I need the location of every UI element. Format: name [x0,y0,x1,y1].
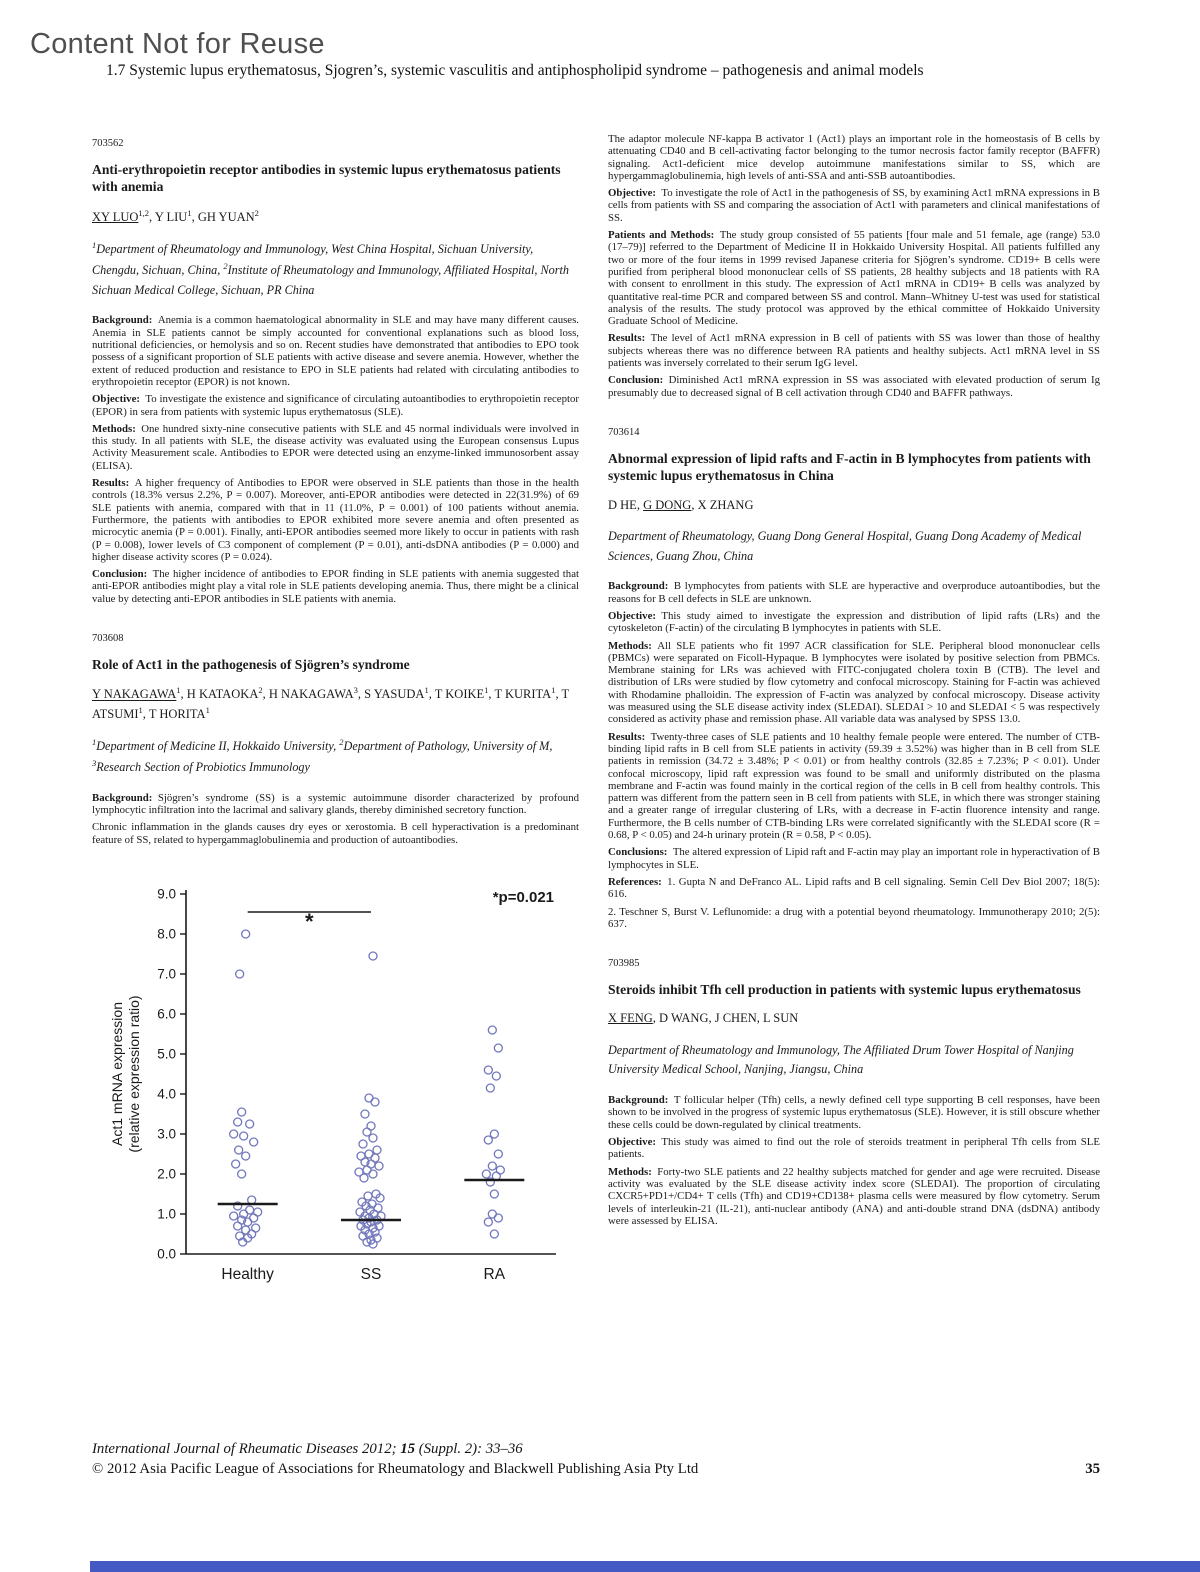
data-point [373,1146,381,1154]
data-point [360,1174,368,1182]
y-tick-label: 6.0 [157,1006,176,1022]
abstract-authors [608,1009,1100,1027]
data-point [488,1026,496,1034]
data-point [484,1218,492,1226]
paragraph-label: Background: [92,791,153,804]
paragraph-label: Results: [608,730,646,743]
y-tick-label: 2.0 [157,1166,176,1182]
data-point [240,1132,248,1140]
author-name: , T HORITA [142,706,206,721]
paragraph: Results: The level of Act1 mRNA expression in B cell of patients with SS was lower than those of healthy subjects whereas there was no difference between RA patients and healthy subjects. Act1 mRNA level in SS patients was inversely correlated to their serum IgG level. [608,332,1100,370]
citation-journal: International Journal of Rheumatic Diseases 2012; [92,1441,401,1457]
paragraph: Methods: One hundred sixty-nine consecutive patients with SLE and 45 normal individuals were involved in this study. In all patients with SLE, the disease activity was evaluated using the European consensus Lupus Activity Measurement scale. Antibodies to EPOR were detected using an enzyme-linked immunosorbent assay (ELISA). [92,422,579,472]
author-name: , T ATSUMI [92,687,569,721]
author-superscript: 1 [551,685,556,696]
paragraph-label: Results: [608,332,646,345]
author-name: X FENG [608,1011,653,1026]
author-superscript: 1 [187,207,192,218]
paragraph-label: Objective: [608,187,656,200]
bottom-blue-bar [90,1561,1200,1572]
author-name: , D WANG, J CHEN, L SUN [652,1011,799,1026]
author-name: G DONG [643,497,692,512]
abstract-id: 703985 [608,958,640,970]
author-superscript: 2 [258,685,263,696]
y-tick-label: 7.0 [157,966,176,982]
data-point [484,1136,492,1144]
abstract-703985 [608,958,1100,1227]
paragraph-label: Conclusion: [92,568,148,581]
paragraph-label: Objective: [92,393,140,406]
abstract-703608-continuation [608,133,1100,399]
paragraph-label: Objective: [608,609,656,622]
author-name: XY LUO [92,209,139,224]
y-tick-label: 8.0 [157,926,176,942]
author-superscript: 2 [254,207,259,218]
abstract-title: Abnormal expression of lipid rafts and F-actin in B lymphocytes from patients with systemic lupus erythematosus in China [608,450,1091,484]
author-name: , H KATAOKA [180,687,259,702]
paragraph-label: Background: [92,314,153,327]
paragraph-label: Results: [92,477,130,490]
affiliation-text: Department of Rheumatology and Immunology, The Affiliated Drum Tower Hospital of Nanjing University Medical School, Nanjing, Jiangsu, China [608,1042,1074,1077]
data-point [250,1138,258,1146]
abstract-title: Steroids inhibit Tfh cell production in patients with systemic lupus erythematosus [608,982,1081,998]
y-axis-label: Act1 mRNA expression [109,1001,125,1146]
affiliation-superscript: 1 [92,736,97,747]
paragraph: Background: B lymphocytes from patients with SLE are hyperactive and overproduce autoantibodies, but the reasons for B cell defects in SLE are unknown. [608,580,1100,605]
data-point [234,1222,242,1230]
author-superscript: 1,2 [138,207,150,218]
affiliation-text: Department of Rheumatology, Guang Dong General Hospital, Guang Dong Academy of Medical Sciences, Guang Zhou, China [608,528,1082,563]
paragraph-label: Methods: [92,422,136,435]
significance-asterisk: * [305,908,314,934]
abstract-affiliations [608,1041,1100,1081]
p-value-annotation: *p=0.021 [492,888,554,906]
affiliation-text: Research Section of Probiotics Immunology [96,759,310,774]
paragraph-label: Methods: [608,1165,652,1178]
author-superscript: 3 [353,685,358,696]
citation-volume: 15 [400,1441,416,1457]
section-header: 1.7 Systemic lupus erythematosus, Sjogren’s, systemic vasculitis and antiphospholipid syndrome – pathogenesis and animal models [106,62,924,79]
abstract-body [608,1094,1100,1227]
data-point [488,1162,496,1170]
abstract-body [608,133,1100,399]
paragraph: Background: Anemia is a common haematological abnormality in SLE and may have many different causes. Anemia in SLE patients cannot be simply accounted for conventional explanations such as blood loss, nutritional deficiencies, or hemolysis and so on. Recent studies have demonstrated that antibodies to EPO took possess of a significant proportion of SLE patients with active disease and severe anemia. However, whether the extent of reduced production and resistance to EPO in SLE patients had related with circulating antibodies to erythropoietin receptor (EPOR) is not known. [92,314,579,388]
author-name: , S YASUDA [357,687,425,702]
y-tick-label: 5.0 [157,1046,176,1062]
paragraph: Background: T follicular helper (Tfh) cells, a newly defined cell type supporting B cell responses, have been shown to be involved in the progress of systemic lupus erythematosus (SLE). However, it is still obscure whether these cells could be down-regulated by clinical treatments. [608,1094,1100,1131]
affiliation-superscript: 3 [92,757,97,768]
data-point [242,1152,250,1160]
data-point [234,1118,242,1126]
paragraph-label: References: [608,875,662,888]
paragraph-label: Methods: [608,639,652,652]
affiliation-text: Department of Rheumatology and Immunology, West China Hospital, Sichuan University, Chengdu, Sichuan, China, [92,242,534,277]
x-category-label: RA [483,1265,506,1283]
paragraph: Results: Twenty-three cases of SLE patients and 10 healthy female people were entered. The number of CTB-binding lipid rafts in B cell from SLE patients in activity (59.39 ± 3.52%) was higher than in B cell from SLE patients in remission (34.72 ± 3.48%; P < 0.01) or from healthy controls (32.85 ± 7.23%; P < 0.01). Under confocal microscopy, lipid raft expression was found to be small and uniformly distributed on the plasma membrane and F-actin was found mainly in the cortical region of the cells in B cell from healthy controls. This pattern was different from the pattern seen in B cell from patients with SLE, in which there was stronger staining and a greater range of irregular clustering of LRs, with a decrease in F-actin fluorence intensity and range. Furthermore, the B cells number of CTB-binding LRs were correlated significantly with the SLEDAI score (R = 0.68, P < 0.05) and 24-h urinary protein (R = 0.58, P < 0.05). [608,730,1100,842]
paragraph: The adaptor molecule NF-kappa B activator 1 (Act1) plays an important role in the homeostasis of B cells by attenuating CD40 and B cell-activating factor belonging to the tumor necrosis factor family receptor (BAFFR) signaling. Act1-deficient mice develop autoimmune manifestations similar to SS, which are hypergammaglobulinemia, high levels of anti-SSA and anti-SSB autoantibodies. [608,133,1100,182]
copyright-line [92,1461,1100,1478]
data-point [359,1140,367,1148]
data-point [494,1150,502,1158]
x-category-label: SS [360,1265,382,1283]
data-point [238,1108,246,1116]
data-point [494,1214,502,1222]
paragraph: Background: Sjögren’s syndrome (SS) is a systemic autoimmune disorder characterized by profound lymphocytic infiltration into the lacrimal and salivary glands, thereby diminished secretory function. [92,791,579,816]
author-superscript: 1 [484,685,489,696]
paragraph-label: Background: [608,1094,669,1107]
abstract-title: Role of Act1 in the pathogenesis of Sjögren’s syndrome [92,657,410,673]
abstract-body [92,792,579,846]
abstract-703562 [92,138,579,605]
abstract-703614 [608,427,1100,930]
y-tick-label: 0.0 [157,1246,176,1262]
journal-citation [92,1441,1100,1458]
scatter-plot-svg [106,874,568,1302]
page-footer [92,1441,1100,1478]
abstract-authors [92,207,579,226]
page-number: 35 [1085,1461,1100,1477]
paragraph: 2. Teschner S, Burst V. Leflunomide: a drug with a potential beyond rheumatology. Immunotherapy 2010; 2(5): 637. [608,905,1100,930]
abstract-affiliations [608,527,1100,567]
y-tick-label: 3.0 [157,1126,176,1142]
author-name: Y NAKAGAWA [92,687,177,702]
author-name: , H NAKAGAWA [262,687,354,702]
author-name: , X ZHANG [691,497,754,512]
paragraph-label: Objective: [608,1136,656,1149]
act1-mrna-scatter-chart [106,874,579,1307]
paragraph: Objective: This study aimed to investigate the expression and distribution of lipid rafts (LRs) and the cytoskeleton (F-actin) of the circulating B lymphocytes in patients with SLE. [608,609,1100,635]
data-point [369,952,377,960]
right-column [608,133,1100,1255]
paragraph: Patients and Methods: The study group consisted of 55 patients [four male and 51 female, age (range) 53.0 (17–79)] referred to the Department of Medicine II in Hokkaido University Hospital. All patients fulfilled any two or more of the four items in 1999 revised Japanese criteria for Sjögren’s syndrome. CD19+ B cells were purified from peripheral blood mononuclear cells of SS patients, 28 healthy subjects and 18 patients with RA with consent to enrollment in this study. The expression of Act1 mRNA in CD19+ B cells was analyzed by quantitative real-time PCR and compared between SS and control. Mann–Whitney U-test was used for statistical analysis of the results. The study protocol was approved by the ethical committee of Hokkaido University Graduate School of Medicine. [608,229,1100,328]
data-point [484,1066,492,1074]
abstract-affiliations [92,239,579,300]
paragraph: Results: A higher frequency of Antibodies to EPOR were observed in SLE patients than those in the health controls (18.3% versus 2.2%, P = 0.007). Moreover, anti-EPOR antibodies were detected in 22(31.9%) of 69 SLE patients with anemia, compared with that in 11 (11.0%, P = 0.001) of 100 patients without anemia. Furthermore, the patients with antibodies to EPOR exhibited more severe anemia and often presented as microcytic anemia (P = 0.001). Finally, anti-EPOR antibodies seemed more likely to occur in patients with rash (P = 0.008), lower levels of C3 component of complement (P = 0.01), anti-dsDNA antibodies (P = 0.000) and higher disease activity scores (P = 0.024). [92,477,579,563]
y-tick-label: 9.0 [157,886,176,902]
abstract-id: 703608 [92,633,124,645]
y-tick-label: 1.0 [157,1206,176,1222]
y-tick-label: 4.0 [157,1086,176,1102]
abstract-id: 703614 [608,426,640,438]
data-point [375,1162,383,1170]
data-point [490,1230,498,1238]
data-point [236,970,244,978]
affiliation-text: Department of Pathology, University of M, [343,739,553,754]
paragraph: Conclusion: The higher incidence of antibodies to EPOR finding in SLE patients with anemia suggested that anti-EPOR antibodies might play a vital role in SLE patients developing anemia. Thus, there might be a clinical value by detecting anti-EPOR antibodies in SLE patients with anemia. [92,568,579,605]
data-point [230,1212,238,1220]
data-point [242,930,250,938]
citation-pages: (Suppl. 2): 33–36 [415,1441,523,1457]
data-point [482,1170,490,1178]
paragraph: Conclusion: Diminished Act1 mRNA expression in SS was associated with elevated production of serum Ig presumably due to decreased signal of B cell activation through CD40 and BAFFR pathways. [608,374,1100,399]
paragraph-label: Conclusions: [608,846,668,859]
copyright-text: © 2012 Asia Pacific League of Associations for Rheumatology and Blackwell Publishing Asia Pty Ltd [92,1461,699,1477]
watermark-text: Content Not for Reuse [30,28,325,60]
paragraph: Conclusions: The altered expression of Lipid raft and F-actin may play an important role in hyperactivation of B lymphocytes in SLE. [608,846,1100,871]
author-name: , T KURITA [488,687,552,702]
data-point [486,1084,494,1092]
left-column [92,138,579,1307]
affiliation-text: Department of Medicine II, Hokkaido University, [96,739,340,754]
data-point [371,1098,379,1106]
author-superscript: 1 [176,685,181,696]
data-point [494,1044,502,1052]
paragraph: Methods: All SLE patients who fit 1997 ACR classification for SLE. Peripheral blood mononuclear cells (PBMCs) were separated on Ficoll-Hypaque. B lymphocytes were isolated by positive selection from PBMCs. Membrane staining for LRs was achieved with FITC-conjugated cholera toxin B (CTB). The level and distribution of LRs were studied by flow cytometry and confocal microscopy. Staining for F-actin was achieved with Rhodamine phalloidin. The expression of F-actin was analyzed by confocal microscopy. Disease activity was measured using the SLE disease activity index (SLEDAI). SLEDAI > 10 and SLEDAI < 5 was respectively considered as activity phase and remission phase. All variable data was analysed by SPSS 13.0. [608,639,1100,726]
affiliation-superscript: 1 [92,240,97,251]
paragraph-label: Patients and Methods: [608,229,715,242]
paragraph-label: Background: [608,580,669,593]
data-point [492,1072,500,1080]
affiliation-superscript: 2 [339,736,344,747]
author-name: , T KOIKE [428,687,485,702]
affiliation-text: Institute of Rheumatology and Immunology, Affiliated Hospital, North Sichuan Medical College, Sichuan, PR China [92,262,569,297]
abstract-703608 [92,633,579,846]
data-point [230,1130,238,1138]
abstract-affiliations [92,736,579,778]
author-superscript: 1 [138,704,143,715]
data-point [246,1120,254,1128]
author-superscript: 1 [205,704,210,715]
data-point [490,1190,498,1198]
paragraph-label: Conclusion: [608,374,664,387]
data-point [238,1170,246,1178]
author-name: , GH YUAN [191,209,255,224]
author-superscript: 1 [424,685,429,696]
x-category-label: Healthy [221,1265,274,1283]
author-name: D HE, [608,497,644,512]
data-point [369,1170,377,1178]
data-point [369,1134,377,1142]
paragraph: Objective: This study was aimed to find out the role of steroids treatment in peripheral Tfh cells from SLE patients. [608,1136,1100,1161]
abstract-body [92,314,579,605]
abstract-id: 703562 [92,138,124,149]
y-axis-label: (relative expression ratio) [126,995,142,1153]
abstract-body [608,580,1100,930]
data-point [361,1110,369,1118]
affiliation-superscript: 2 [223,260,228,271]
author-name: , Y LIU [149,209,188,224]
abstract-authors [608,496,1100,514]
abstract-authors [92,684,579,723]
abstract-title: Anti-erythropoietin receptor antibodies in systemic lupus erythematosus patients with anemia [92,162,561,195]
paragraph: Methods: Forty-two SLE patients and 22 healthy subjects matched for gender and age were recruited. Disease activity was evaluated by the SLE disease activity index score (SLEDAI). The proportion of circulating CXCR5+PD1+/CD4+ T cells (Tfh) and CD19+CD138+ plasma cells were measured by flow cytometry. Serum levels of interleukin-21 (IL-21), anti-nuclear antibody (ANA) and anti-double strand DNA (dsDNA) antibody were assessed by ELISA. [608,1165,1100,1227]
paragraph: Objective: To investigate the role of Act1 in the pathogenesis of SS, by examining Act1 mRNA expressions in B cells from patients with SS and comparing the association of Act1 with parameters and clinical manifestations of SS. [608,187,1100,224]
paragraph: References: 1. Gupta N and DeFranco AL. Lipid rafts and B cell signaling. Semin Cell Dev Biol 2007; 18(5): 616. [608,875,1100,901]
data-point [232,1160,240,1168]
paragraph: Objective: To investigate the existence and significance of circulating autoantibodies to erythropoietin receptor (EPOR) in sera from patients with systemic lupus erythematosus (SLE). [92,393,579,418]
paragraph: Chronic inflammation in the glands causes dry eyes or xerostomia. B cell hyperactivation is a predominant feature of SS, related to hypergammaglobulinemia and production of autoantibodies. [92,821,579,846]
data-point [235,1146,243,1154]
